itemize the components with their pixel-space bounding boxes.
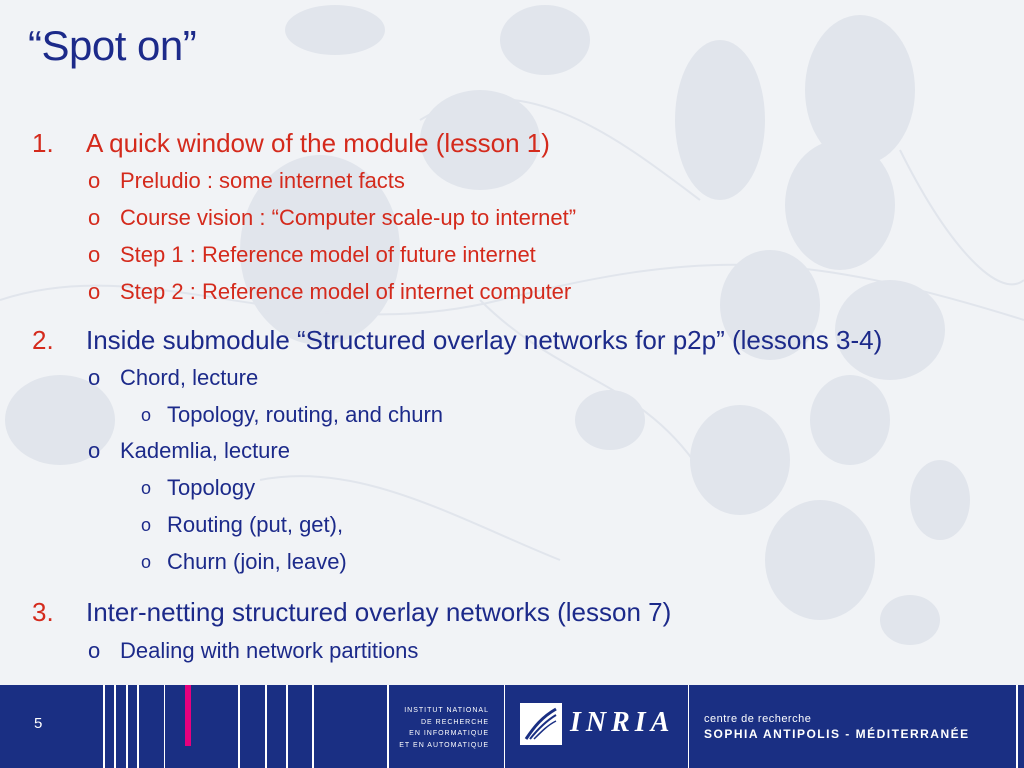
bullet: o	[88, 242, 101, 267]
footer-divider	[126, 685, 128, 768]
centre-label: centre de recherche	[704, 713, 812, 725]
bullet: o	[88, 438, 101, 463]
footer-divider	[103, 685, 105, 768]
footer-divider	[164, 685, 165, 768]
item-text: Kademlia, lecture	[120, 438, 290, 463]
footer-divider	[504, 685, 505, 768]
bullet: o	[141, 552, 152, 572]
item-text: Step 1 : Reference model of future internet	[120, 242, 536, 267]
item-text: Churn (join, leave)	[167, 549, 347, 574]
bullet: o	[141, 478, 152, 498]
bullet: o	[141, 405, 152, 425]
footer-divider	[114, 685, 116, 768]
item-number: 1.	[32, 128, 54, 158]
item-text: Inter-netting structured overlay networks (lesson 7)	[86, 597, 672, 627]
slide-footer	[0, 685, 1024, 768]
item-text: Topology, routing, and churn	[167, 402, 443, 427]
item-text: Chord, lecture	[120, 365, 259, 390]
item-text: Topology	[167, 475, 256, 500]
accent-bar	[185, 685, 191, 746]
item-text: Step 2 : Reference model of internet computer	[120, 279, 572, 304]
footer-divider	[265, 685, 267, 768]
item-text: Dealing with network partitions	[120, 638, 419, 663]
item-text: Preludio : some internet facts	[120, 168, 405, 193]
slide-number: 5	[34, 715, 43, 732]
bullet: o	[88, 168, 101, 193]
bullet: o	[88, 205, 101, 230]
footer-divider	[137, 685, 139, 768]
footer-divider	[688, 685, 689, 768]
footer-divider	[1016, 685, 1018, 768]
item-text: Routing (put, get),	[167, 512, 344, 537]
footer-divider	[238, 685, 240, 768]
item-text: Inside submodule “Structured overlay networks for p2p” (lessons 3-4)	[86, 325, 883, 355]
bullet: o	[88, 638, 101, 663]
inria-logo-icon	[520, 703, 562, 745]
brand-name: INRIA	[570, 707, 675, 738]
institute-text: INSTITUT NATIONAL DE RECHERCHE EN INFORMATIQUE ET EN AUTOMATIQUE	[399, 707, 489, 749]
item-text: A quick window of the module (lesson 1)	[86, 128, 550, 158]
footer-divider	[312, 685, 314, 768]
footer-divider	[387, 685, 389, 768]
footer-divider	[286, 685, 288, 768]
centre-name: SOPHIA ANTIPOLIS - MÉDITERRANÉE	[704, 727, 970, 741]
item-number: 2.	[32, 325, 54, 355]
bullet: o	[88, 279, 101, 304]
slide-title: “Spot on”	[28, 22, 197, 69]
bullet: o	[88, 365, 101, 390]
bullet: o	[141, 515, 152, 535]
item-text: Course vision : “Computer scale-up to internet”	[120, 205, 577, 230]
item-number: 3.	[32, 597, 54, 627]
